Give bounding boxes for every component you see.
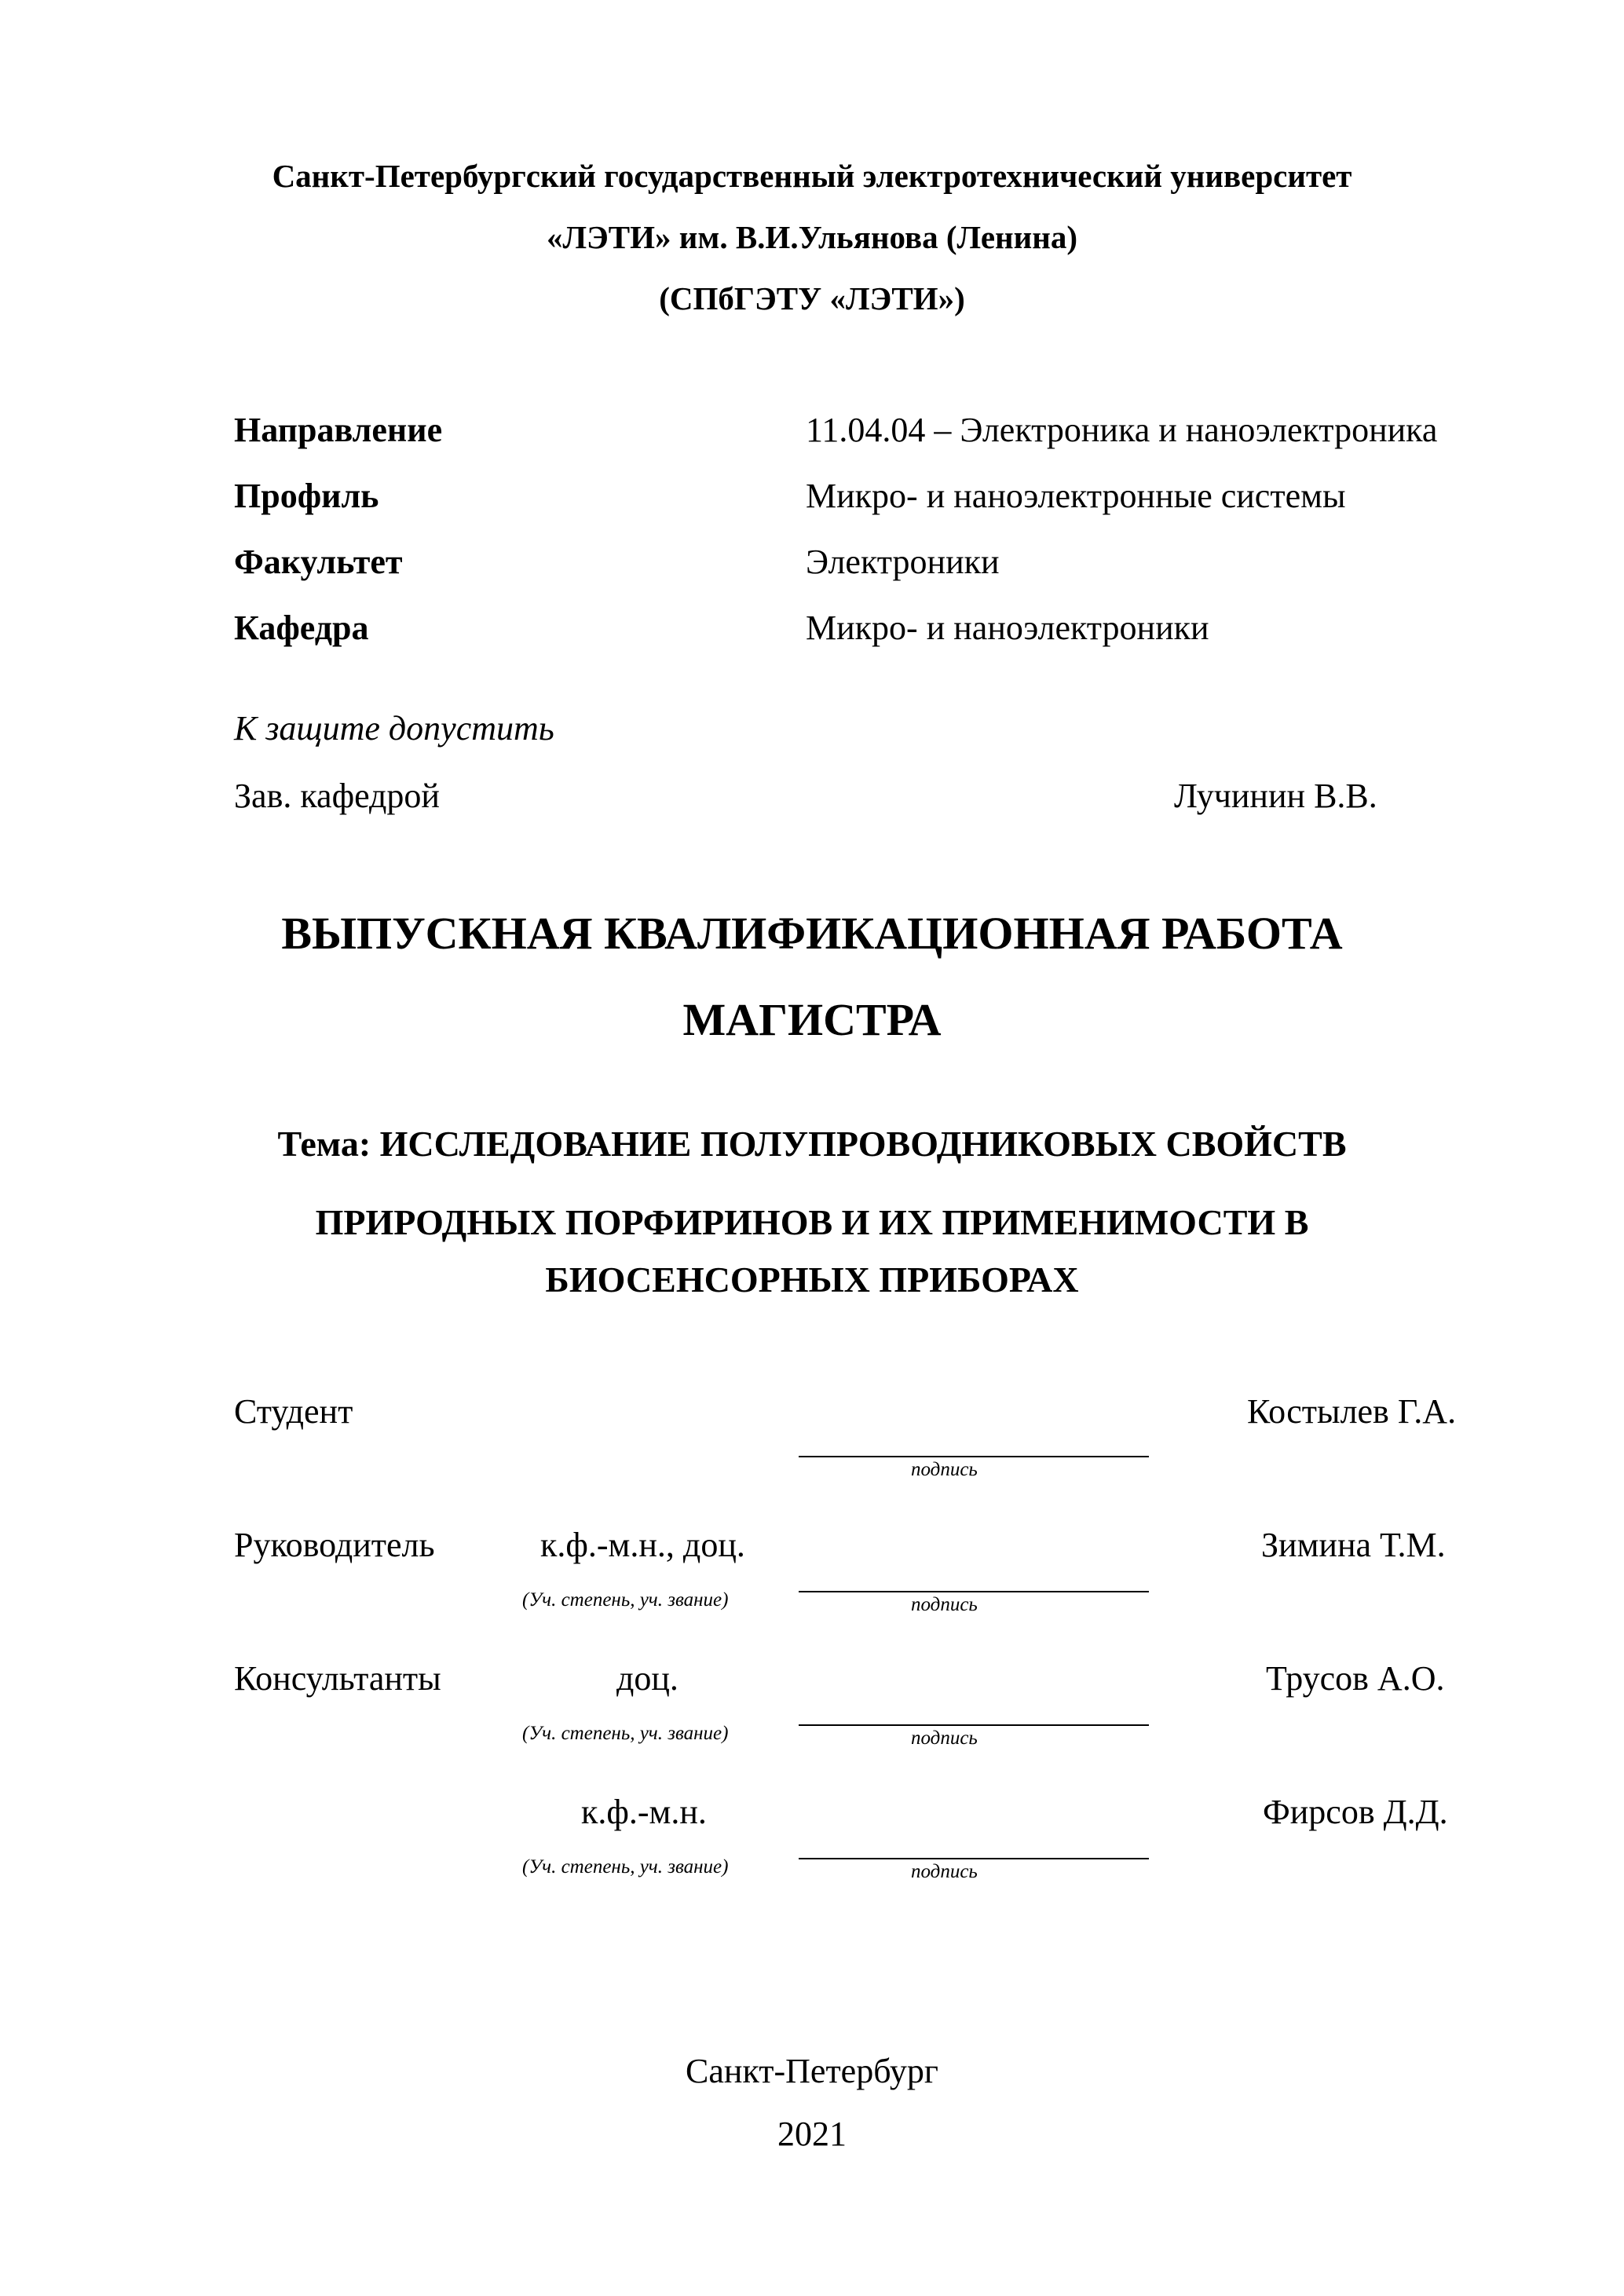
university-short-name: «ЛЭТИ» им. В.И.Ульянова (Ленина) [546,219,1078,255]
approval-role: Зав. кафедрой [234,777,440,815]
university-abbreviation: (СПбГЭТУ «ЛЭТИ») [659,280,965,316]
consultant2-signature-line [799,1858,1149,1859]
consultant1-degree: доц. [616,1659,678,1698]
supervisor-signature-line [799,1591,1149,1592]
profile-label: Профиль [234,477,379,515]
student-role: Студент [234,1392,353,1431]
direction-label: Направление [234,411,443,449]
student-name: Костылев Г.А. [1247,1392,1457,1431]
consultant1-name: Трусов А.О. [1266,1659,1445,1698]
topic-line2: ПРИРОДНЫХ ПОРФИРИНОВ И ИХ ПРИМЕНИМОСТИ В [315,1202,1309,1242]
faculty-value: Электроники [806,543,1000,581]
faculty-label: Факультет [234,543,403,581]
consultant1-signature-line [799,1724,1149,1726]
department-value: Микро- и наноэлектроники [806,609,1209,647]
consultant2-degree-caption: (Уч. степень, уч. звание) [522,1856,729,1877]
footer-year: 2021 [777,2115,847,2153]
consultant1-signature-caption: подпись [911,1727,978,1749]
supervisor-degree: к.ф.-м.н., доц. [540,1526,745,1564]
consultant1-degree-caption: (Уч. степень, уч. звание) [522,1723,729,1744]
supervisor-name: Зимина Т.М. [1261,1526,1446,1564]
consultant2-name: Фирсов Д.Д. [1263,1793,1448,1831]
university-name: Санкт-Петербургский государственный электротехнический университет [272,158,1352,194]
approval-caption: К защите допустить [234,709,554,748]
consultant2-signature-caption: подпись [911,1861,978,1882]
supervisor-role: Руководитель [234,1526,435,1564]
footer-city: Санкт-Петербург [686,2052,938,2090]
document-title-line2: МАГИСТРА [682,994,942,1045]
document-title-line1: ВЫПУСКНАЯ КВАЛИФИКАЦИОННАЯ РАБОТА [281,908,1343,959]
direction-value: 11.04.04 – Электроника и наноэлектроника [806,411,1438,449]
student-signature-line [799,1456,1149,1457]
supervisor-signature-caption: подпись [911,1594,978,1615]
supervisor-degree-caption: (Уч. степень, уч. звание) [522,1589,729,1610]
consultants-role: Консультанты [234,1659,441,1698]
topic-line1: Тема: ИССЛЕДОВАНИЕ ПОЛУПРОВОДНИКОВЫХ СВОЙСТВ [277,1124,1347,1164]
consultant2-degree: к.ф.-м.н. [581,1793,707,1831]
profile-value: Микро- и наноэлектронные системы [806,477,1346,515]
department-label: Кафедра [234,609,369,647]
topic-line3: БИОСЕНСОРНЫХ ПРИБОРАХ [545,1260,1079,1300]
approval-name: Лучинин В.В. [1174,777,1377,815]
student-signature-caption: подпись [911,1459,978,1480]
